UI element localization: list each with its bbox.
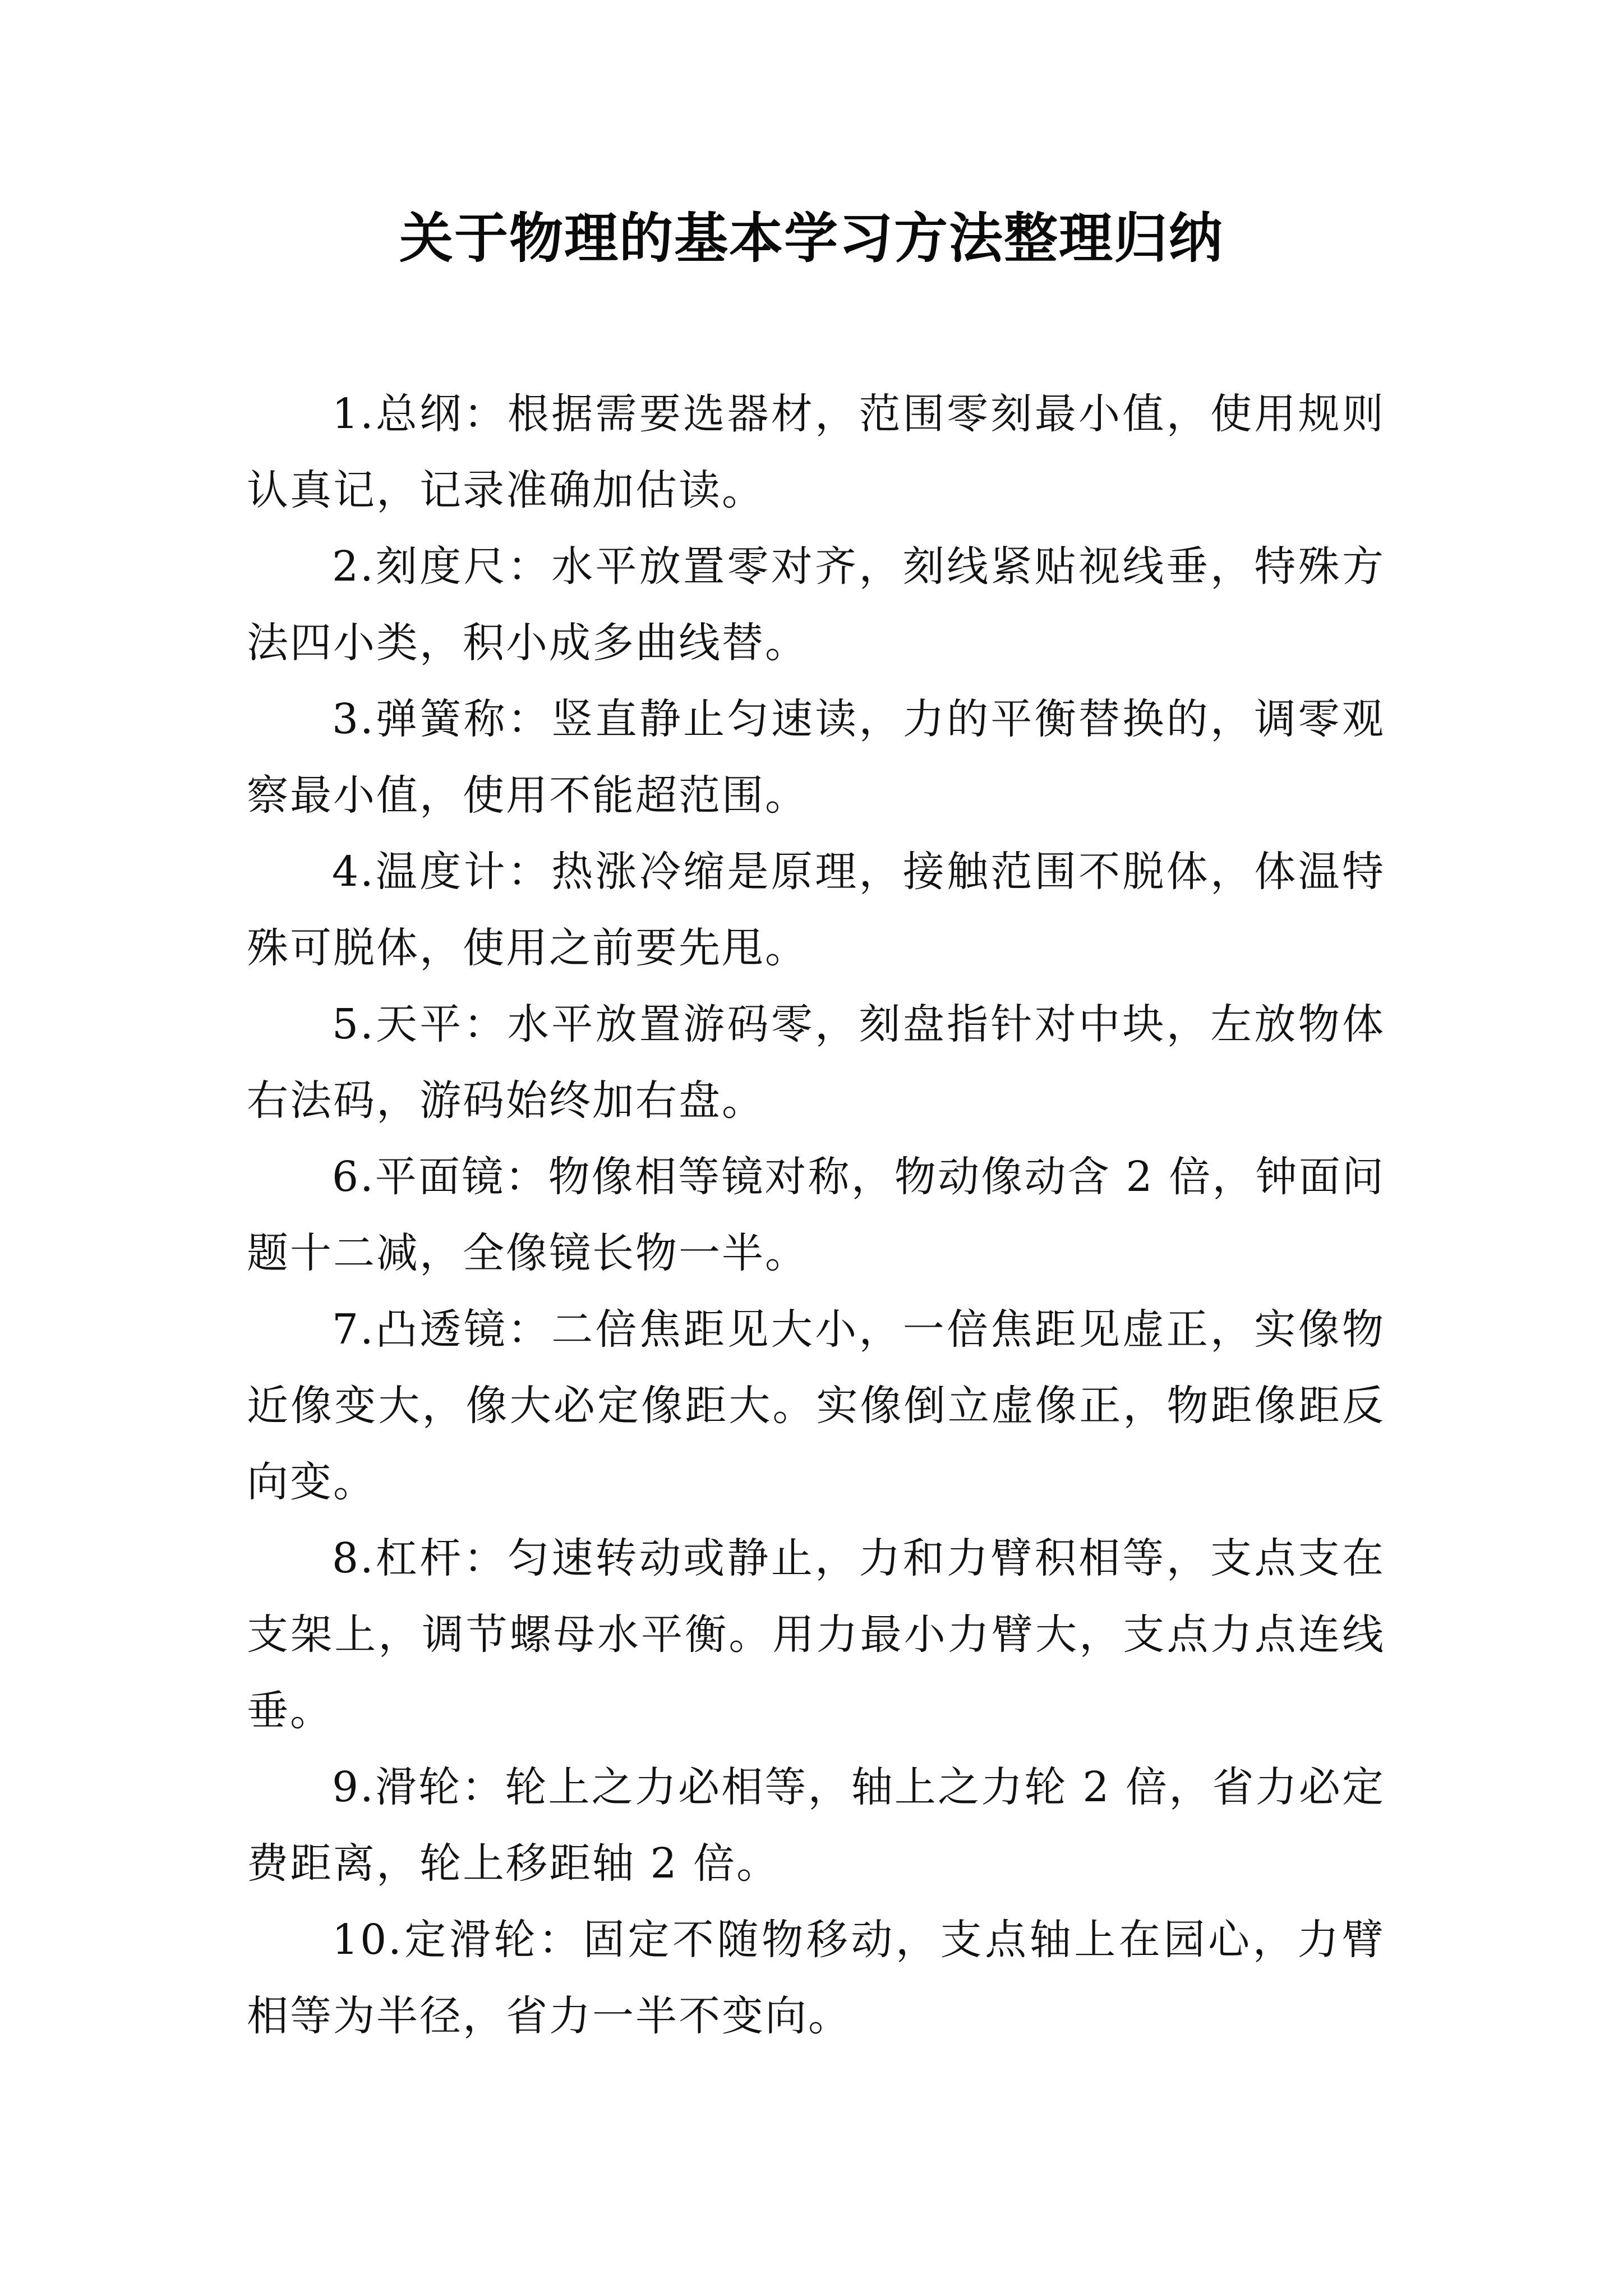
paragraph-8: 8.杠杆：匀速转动或静止，力和力臂积相等，支点支在支架上，调节螺母水平衡。用力最小力臂大，支点力点连线垂。 xyxy=(247,1534,1385,1735)
document-body xyxy=(247,376,1385,2054)
paragraph-9: 9.滑轮：轮上之力必相等，轴上之力轮 2 倍，省力必定费距离，轮上移距轴 2 倍。 xyxy=(247,1763,1385,1888)
paragraph-1: 1.总纲：根据需要选器材，范围零刻最小值，使用规则认真记，记录准确加估读。 xyxy=(247,390,1385,514)
paragraph-10: 10.定滑轮：固定不随物移动，支点轴上在园心，力臂相等为半径，省力一半不变向。 xyxy=(247,1916,1385,2040)
paragraph-5: 5.天平：水平放置游码零，刻盘指针对中块，左放物体右法码，游码始终加右盘。 xyxy=(247,1000,1385,1125)
paragraph-3: 3.弹簧称：竖直静止匀速读，力的平衡替换的，调零观察最小值，使用不能超范围。 xyxy=(247,695,1385,820)
document-title: 关于物理的基本学习方法整理归纳 xyxy=(399,207,1224,270)
paragraph-4: 4.温度计：热涨冷缩是原理，接触范围不脱体，体温特殊可脱体，使用之前要先甩。 xyxy=(247,848,1385,972)
paragraph-2: 2.刻度尺：水平放置零对齐，刻线紧贴视线垂，特殊方法四小类，积小成多曲线替。 xyxy=(247,542,1385,667)
paragraph-7: 7.凸透镜：二倍焦距见大小，一倍焦距见虚正，实像物近像变大，像大必定像距大。实像倒立虚像正，物距像距反向变。 xyxy=(247,1305,1385,1506)
paragraph-6: 6.平面镜：物像相等镜对称，物动像动含 2 倍，钟面问题十二减，全像镜长物一半。 xyxy=(247,1153,1385,1277)
